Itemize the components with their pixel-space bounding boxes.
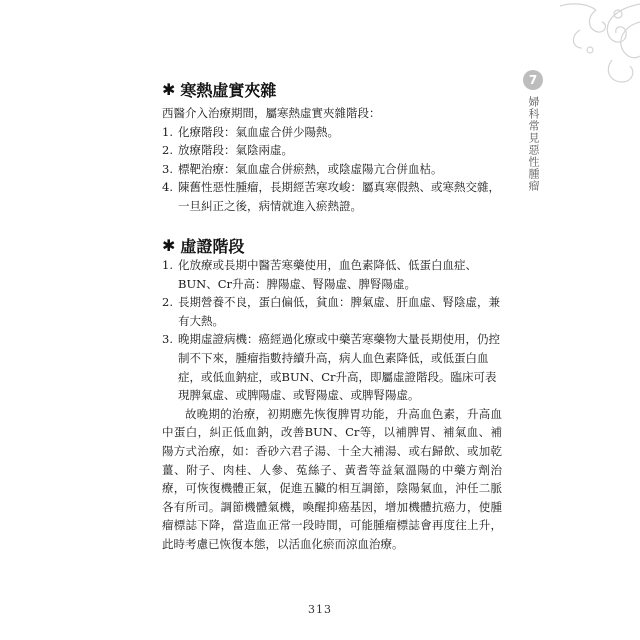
list-item: 4. 陳舊性惡性腫瘤，長期經苦寒攻峻：屬真寒假熱、或寒熱交雜，一旦糾正之後，病情就進入瘀熱證。 (162, 180, 500, 213)
list-item: 1. 化療階段：氣血虛合併少陽熱。 (162, 124, 339, 139)
asterisk-icon: ✱ (162, 80, 176, 99)
asterisk-icon: ✱ (162, 236, 176, 255)
section-intro: 西醫介入治療期間，屬寒熱虛實夾雜階段： (162, 106, 381, 120)
section-deficiency-body (162, 256, 502, 554)
chapter-number-badge: 7 (523, 70, 543, 90)
section-deficiency-list (162, 256, 502, 405)
section-heading-text: 虛證階段 (180, 237, 245, 256)
body-paragraph: 故晚期的治療，初期應先恢復脾胃功能，升高血色素，升高血中蛋白，糾正低血鈉，改善BUN、Cr等，以補脾胃、補氣血、補陽方式治療，如：香砂六君子湯、十全大補湯、或右歸飲、或加乾薑、附子、肉桂、人參、菟絲子、黃耆等益氣溫陽的中藥方劑治療，可恢復機體正氣，促進五臟的相互調節，陰陽氣血，沖任二脈各有所司。調節機體氣機，喚醒抑癌基因，增加機體抗癌力，使腫瘤標誌下降，當造血正常一段時間，可能腫瘤標誌會再度往上升，此時考慮已恢復本態，以活血化瘀而涼血治療。 (162, 406, 502, 551)
list-item: 2. 放療階段：氣陰兩虛。 (162, 143, 293, 158)
section-mixed-list (162, 123, 502, 216)
chapter-title-vertical: 婦科常見惡性腫瘤 (527, 96, 540, 192)
list-item: 1. 化放療或長期中醫苦寒藥使用，血色素降低、低蛋白血症、BUN、Cr升高：脾陽虛、腎陽虛、脾腎陽虛。 (162, 258, 477, 291)
page-number: 313 (308, 603, 332, 616)
list-item: 3. 晚期虛證病機：癌經過化療或中藥苦寒藥物大量長期使用，仍控制不下來，腫瘤指數持續升高，病人血色素降低，或低蛋白血症，或低血鈉症，或BUN、Cr升高，即屬虛證階段。臨床可表現脾氣虛、或脾陽虛、或腎陽虛、或脾腎陽虛。 (162, 332, 500, 403)
list-item: 3. 標靶治療：氣血虛合併瘀熱，或陰虛陽亢合併血枯。 (162, 161, 443, 176)
section-heading-deficiency (162, 234, 244, 257)
section-heading-text: 寒熱虛實夾雜 (180, 81, 277, 100)
chapter-side-tab (518, 70, 548, 192)
section-heading-mixed (162, 78, 276, 101)
list-item: 2. 長期營養不良，蛋白偏低，貧血：脾氣虛、肝血虛、腎陰虛，兼有大熱。 (162, 295, 500, 328)
section-mixed-body (162, 104, 502, 216)
